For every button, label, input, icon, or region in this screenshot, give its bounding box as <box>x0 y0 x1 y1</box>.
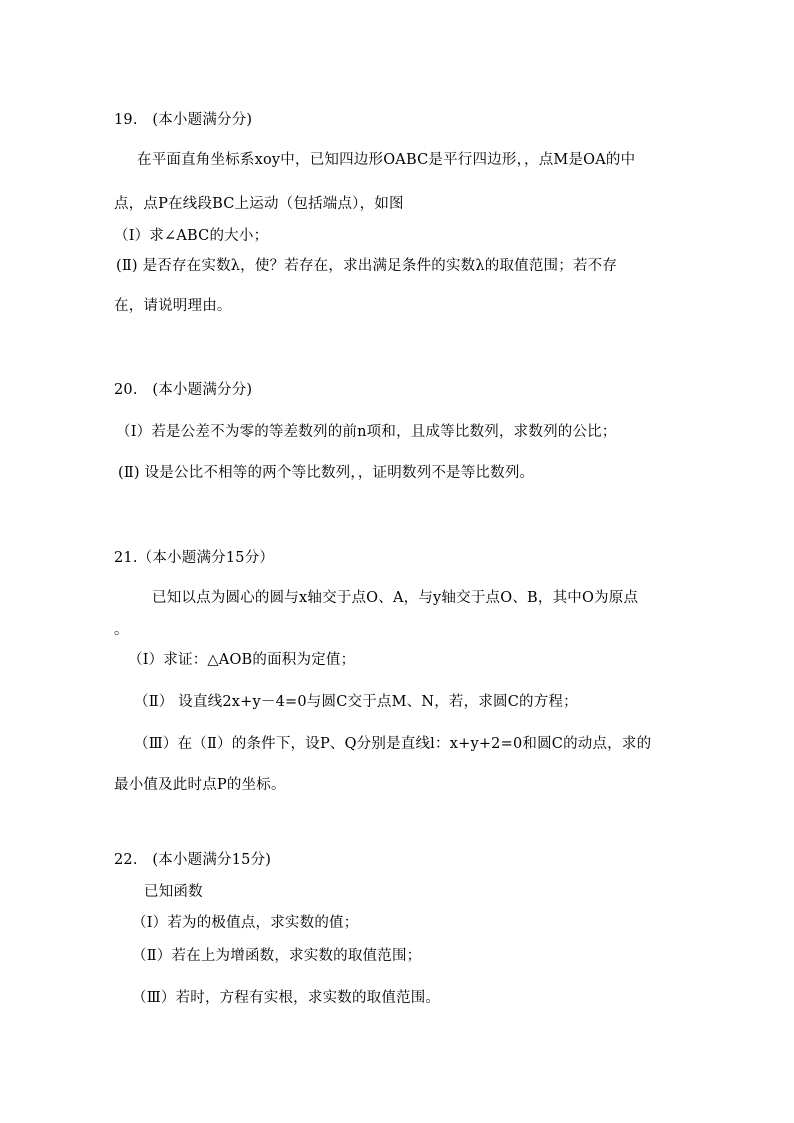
problem-22-line-1: 已知函数 <box>144 884 203 900</box>
problem-21-part-1: （Ⅰ）求证：△AOB的面积为定值； <box>128 652 356 668</box>
problem-21-part-2: （Ⅱ） 设直线2x+y－4=0与圆C交于点M、N，若，求圆C的方程； <box>134 694 578 710</box>
problem-20-part-2: (Ⅱ) 设是公比不相等的两个等比数列，，证明数列不是等比数列。 <box>118 465 535 481</box>
problem-21-line-1: 已知以点为圆心的圆与x轴交于点O、A，与y轴交于点O、B，其中O为原点 <box>152 590 639 606</box>
problem-19-line-5: 在，请说明理由。 <box>114 298 232 314</box>
problem-22-part-2: （Ⅱ）若在上为增函数，求实数的取值范围； <box>132 948 422 964</box>
problem-21-part-3: （Ⅲ）在（Ⅱ）的条件下，设P、Q分别是直线l：x+y+2=0和圆C的动点，求的 <box>134 736 652 752</box>
problem-20-part-1: （Ⅰ）若是公差不为零的等差数列的前n项和，且成等比数列，求数列的公比； <box>116 424 617 440</box>
problem-21-line-6: 最小值及此时点P的坐标。 <box>114 777 286 793</box>
problem-22-part-1: （Ⅰ）若为的极值点，求实数的值； <box>132 915 359 931</box>
problem-22-part-3: （Ⅲ）若时，方程有实根，求实数的取值范围。 <box>132 990 441 1006</box>
problem-19-line-1: 在平面直角坐标系xoy中，已知四边形OABC是平行四边形，，点M是OA的中 <box>137 152 636 168</box>
problem-22-heading: 22. (本小题满分15分) <box>114 852 272 868</box>
problem-19-part-2: (Ⅱ) 是否存在实数λ，使？若存在，求出满足条件的实数λ的取值范围；若不存 <box>116 258 618 274</box>
problem-21-line-2: 。 <box>114 622 129 638</box>
problem-21-heading: 21.（本小题满分15分） <box>114 550 275 566</box>
problem-19-heading: 19. (本小题满分分) <box>114 112 253 128</box>
problem-19-part-1: （Ⅰ）求∠ABC的大小； <box>114 228 269 244</box>
problem-20-heading: 20. (本小题满分分) <box>114 382 253 398</box>
problem-19-line-2: 点，点P在线段BC上运动（包括端点），如图 <box>114 196 404 212</box>
